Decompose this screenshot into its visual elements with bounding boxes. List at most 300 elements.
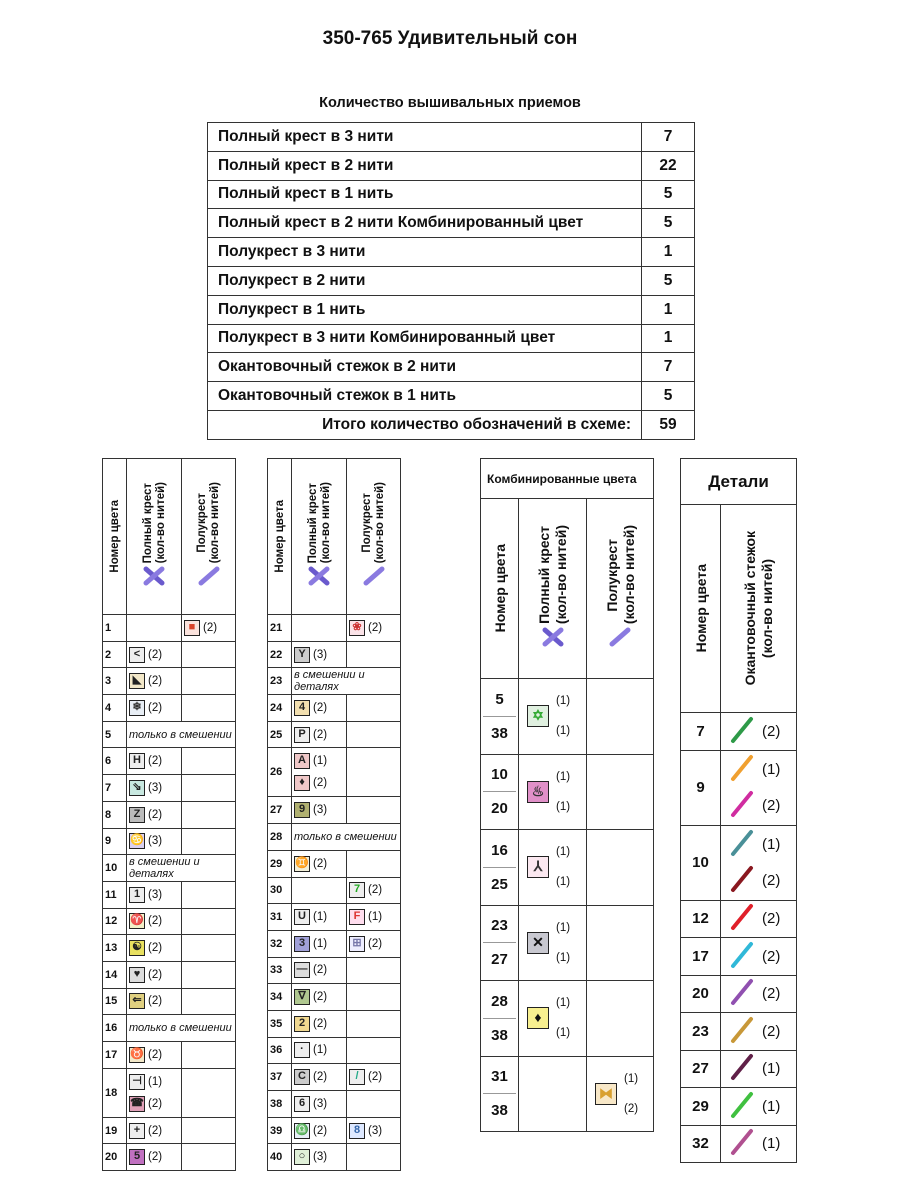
- summary-label: Полукрест в 3 нити: [208, 238, 642, 267]
- header-threads: (кол-во нитей): [374, 482, 386, 564]
- color-number: 7: [681, 713, 721, 751]
- table-row: [103, 641, 236, 668]
- color-pair: [481, 905, 519, 981]
- stitch-symbol: 2: [294, 1016, 310, 1032]
- color-number: 27: [268, 797, 292, 824]
- table-row: [268, 1144, 401, 1171]
- color-number: 29: [268, 850, 292, 877]
- stitch-symbol: /: [349, 1069, 365, 1085]
- table-row: [103, 988, 236, 1015]
- table-row: [268, 615, 401, 642]
- full-cross-cell: [292, 1064, 347, 1091]
- color-number: 15: [103, 988, 127, 1015]
- color-number: 9: [681, 750, 721, 825]
- thread-count: (2): [148, 968, 163, 981]
- table-row: [268, 850, 401, 877]
- backstitch-line-icon: [729, 1015, 755, 1048]
- full-cross-cell: [292, 930, 347, 957]
- summary-count: 5: [642, 180, 695, 209]
- color-pair: [481, 830, 519, 906]
- column-header: [721, 505, 797, 713]
- half-cross-cell: [347, 721, 401, 748]
- half-cross-cell: [182, 668, 236, 695]
- details-row: [681, 900, 797, 938]
- thread-count: (1): [313, 1044, 328, 1057]
- color-number: 17: [681, 938, 721, 976]
- half-cross-cell: [182, 935, 236, 962]
- details-row: [681, 1013, 797, 1051]
- summary-count: 7: [642, 123, 695, 152]
- table-row: [103, 828, 236, 855]
- stitch-symbol: ⇘: [129, 780, 145, 796]
- color-number: 24: [268, 695, 292, 722]
- full-cross-cell: [127, 1068, 182, 1117]
- half-cross-cell: [587, 830, 654, 906]
- half-cross-cell: [182, 828, 236, 855]
- thread-count: (2): [313, 777, 328, 790]
- stitch-symbol: 4: [294, 700, 310, 716]
- color-number: 12: [681, 900, 721, 938]
- color-number: 4: [103, 695, 127, 722]
- thread-count: (2): [624, 1102, 639, 1115]
- stitch-symbol: A: [294, 753, 310, 769]
- details-row: [681, 1050, 797, 1088]
- combined-row: [481, 981, 654, 1057]
- color-number: 22: [268, 641, 292, 668]
- full-cross-cell: [519, 679, 587, 755]
- half-cross-icon: [608, 627, 632, 652]
- thread-count: (3): [313, 648, 328, 661]
- full-cross-cell: [127, 935, 182, 962]
- table-row: [103, 1068, 236, 1117]
- table-row: [268, 824, 401, 851]
- stitch-symbol: 1: [129, 887, 145, 903]
- table-row: [103, 935, 236, 962]
- half-cross-cell: [587, 754, 654, 830]
- color-number: 36: [268, 1037, 292, 1064]
- details-row: [681, 1088, 797, 1126]
- stitch-symbol: C: [294, 1069, 310, 1085]
- color-number: 5: [483, 683, 516, 717]
- full-cross-cell: [292, 721, 347, 748]
- full-cross-cell: [292, 615, 347, 642]
- full-cross-cell: [292, 957, 347, 984]
- stitch-symbol: H: [129, 753, 145, 769]
- backstitch-cell: [721, 1125, 797, 1163]
- combined-row: [481, 830, 654, 906]
- half-cross-cell: [347, 748, 401, 797]
- color-number: 10: [681, 825, 721, 900]
- summary-total-row: [208, 410, 695, 439]
- stitch-symbol: P: [294, 727, 310, 743]
- table-row: [103, 668, 236, 695]
- stitch-symbol: 9: [294, 802, 310, 818]
- thread-count: (2): [762, 910, 781, 928]
- half-cross-cell: [182, 1042, 236, 1069]
- stitch-symbol: ■: [184, 620, 200, 636]
- stitch-symbol: ❄: [129, 700, 145, 716]
- half-cross-cell: [347, 695, 401, 722]
- summary-label: Окантовочный стежок в 1 нить: [208, 382, 642, 411]
- half-cross-cell: [347, 1117, 401, 1144]
- table-row: [268, 904, 401, 931]
- table-row: [268, 797, 401, 824]
- backstitch-cell: [721, 1013, 797, 1051]
- backstitch-line-icon: [729, 864, 755, 897]
- full-cross-cell: [127, 881, 182, 908]
- stitch-symbol: 7: [349, 882, 365, 898]
- header-label: Окантовочный стежок: [742, 531, 758, 686]
- color-number: 21: [268, 615, 292, 642]
- color-number: 34: [268, 984, 292, 1011]
- half-cross-cell: [587, 679, 654, 755]
- stitch-symbol: ♋: [129, 833, 145, 849]
- full-cross-icon: [142, 566, 166, 591]
- color-number: 23: [681, 1013, 721, 1051]
- stitch-symbol: ❀: [349, 620, 365, 636]
- table-row: [268, 984, 401, 1011]
- half-cross-cell: [182, 1068, 236, 1117]
- mix-note: в смешении и деталях: [292, 668, 401, 695]
- color-number: 23: [483, 909, 516, 943]
- page-title: 350-765 Удивительный сон: [322, 28, 578, 49]
- half-cross-cell: [347, 1144, 401, 1171]
- thread-count: (1): [556, 921, 571, 934]
- color-number: 16: [103, 1015, 127, 1042]
- thread-count: (3): [148, 781, 163, 794]
- table-row: [268, 721, 401, 748]
- stitch-symbol: ✕: [527, 932, 549, 954]
- color-number: 12: [103, 908, 127, 935]
- full-cross-cell: [519, 981, 587, 1057]
- color-number: 10: [483, 758, 516, 792]
- header-label: Полный крест: [141, 482, 154, 564]
- color-number: 10: [103, 855, 127, 882]
- full-cross-cell: [292, 1091, 347, 1118]
- half-cross-cell: [182, 961, 236, 988]
- total-label: Итого количество обозначений в схеме:: [208, 410, 642, 439]
- combined-row: [481, 754, 654, 830]
- thread-count: (2): [148, 808, 163, 821]
- column-header: [103, 459, 127, 615]
- header-threads: (кол-во нитей): [154, 482, 167, 564]
- summary-label: Полукрест в 1 нить: [208, 295, 642, 324]
- summary-row: [208, 266, 695, 295]
- thread-count: (1): [368, 911, 383, 924]
- thread-count: (2): [313, 964, 328, 977]
- half-cross-cell: [182, 908, 236, 935]
- color-number: 40: [268, 1144, 292, 1171]
- colors-table-2: [267, 458, 401, 1171]
- summary-count: 5: [642, 209, 695, 238]
- half-cross-cell: [182, 1144, 236, 1171]
- color-number: 37: [268, 1064, 292, 1091]
- table-row: [103, 855, 236, 882]
- half-cross-cell: [347, 930, 401, 957]
- thread-count: (2): [313, 857, 328, 870]
- summary-count: 1: [642, 295, 695, 324]
- color-number: 31: [483, 1060, 516, 1094]
- full-cross-cell: [127, 668, 182, 695]
- color-pair: [481, 1056, 519, 1132]
- stitch-symbol: —: [294, 962, 310, 978]
- thread-count: (2): [148, 701, 163, 714]
- stitch-symbol: ♨: [527, 781, 549, 803]
- stitch-symbol: ·: [294, 1042, 310, 1058]
- summary-count: 5: [642, 266, 695, 295]
- stitch-symbol: 6: [294, 1096, 310, 1112]
- details-title: Детали: [681, 459, 797, 505]
- thread-count: (1): [556, 725, 571, 738]
- color-number: 38: [491, 724, 508, 742]
- full-cross-cell: [292, 695, 347, 722]
- thread-count: (3): [313, 804, 328, 817]
- full-cross-cell: [519, 754, 587, 830]
- full-cross-cell: [127, 748, 182, 775]
- color-number: 11: [103, 881, 127, 908]
- details-row: [681, 1125, 797, 1163]
- thread-count: (3): [148, 835, 163, 848]
- full-cross-cell: [519, 830, 587, 906]
- header-label: Полукрест: [196, 493, 208, 553]
- table-row: [268, 957, 401, 984]
- color-number: 16: [483, 834, 516, 868]
- backstitch-cell: [721, 938, 797, 976]
- full-cross-cell: [292, 1037, 347, 1064]
- summary-label: Окантовочный стежок в 2 нити: [208, 353, 642, 382]
- header-label: Номер цвета: [692, 564, 709, 653]
- half-cross-cell: [347, 984, 401, 1011]
- color-number: 25: [491, 875, 508, 893]
- thread-count: (1): [556, 997, 571, 1010]
- thread-count: (2): [148, 648, 163, 661]
- stitch-symbol: ○: [294, 1149, 310, 1165]
- stitch-symbol: ☎: [129, 1096, 145, 1112]
- table-row: [103, 1144, 236, 1171]
- table-row: [268, 668, 401, 695]
- half-cross-cell: [347, 850, 401, 877]
- color-number: 26: [268, 748, 292, 797]
- column-header: [268, 459, 292, 615]
- color-number: 20: [491, 800, 508, 818]
- summary-row: [208, 324, 695, 353]
- color-number: 35: [268, 1010, 292, 1037]
- stitch-symbol: ♎: [294, 1123, 310, 1139]
- backstitch-cell: [721, 713, 797, 751]
- mix-note: только в смешении: [127, 721, 236, 748]
- header-threads: (кол-во нитей): [553, 525, 569, 625]
- backstitch-line-icon: [729, 715, 755, 748]
- full-cross-cell: [292, 1144, 347, 1171]
- column-header: [182, 459, 236, 615]
- summary-count: 7: [642, 353, 695, 382]
- color-number: 9: [103, 828, 127, 855]
- table-row: [268, 1064, 401, 1091]
- full-cross-icon: [541, 627, 565, 652]
- full-cross-cell: [127, 1144, 182, 1171]
- full-cross-cell: [127, 1117, 182, 1144]
- stitch-symbol: ✡: [527, 705, 549, 727]
- thread-count: (2): [762, 872, 781, 889]
- color-number: 6: [103, 748, 127, 775]
- table-row: [103, 695, 236, 722]
- stitch-symbol: 8: [349, 1123, 365, 1139]
- column-header: [519, 499, 587, 679]
- summary-label: Полукрест в 2 нити: [208, 266, 642, 295]
- table-row: [268, 748, 401, 797]
- color-pair: [481, 981, 519, 1057]
- color-number: 27: [491, 951, 508, 969]
- summary-label: Полный крест в 1 нить: [208, 180, 642, 209]
- thread-count: (1): [762, 761, 781, 778]
- mix-note: в смешении и деталях: [127, 855, 236, 882]
- summary-row: [208, 238, 695, 267]
- stitch-symbol: Z: [129, 807, 145, 823]
- thread-count: (2): [762, 797, 781, 814]
- color-number: 29: [681, 1088, 721, 1126]
- half-cross-cell: [347, 797, 401, 824]
- summary-label: Полный крест в 2 нити Комбинированный цвет: [208, 209, 642, 238]
- thread-count: (1): [762, 1097, 781, 1115]
- full-cross-cell: [292, 1010, 347, 1037]
- header-label: Полный крест: [306, 482, 319, 564]
- summary-count: 1: [642, 324, 695, 353]
- stitch-symbol: ◣: [129, 673, 145, 689]
- backstitch-cell: [721, 1088, 797, 1126]
- thread-count: (2): [762, 985, 781, 1003]
- full-cross-cell: [292, 850, 347, 877]
- stitch-symbol: ⇐: [129, 993, 145, 1009]
- summary-count: 5: [642, 382, 695, 411]
- summary-row: [208, 382, 695, 411]
- backstitch-cell: [721, 750, 797, 825]
- full-cross-cell: [519, 905, 587, 981]
- color-number: 19: [103, 1117, 127, 1144]
- color-number: 5: [103, 721, 127, 748]
- thread-count: (2): [148, 755, 163, 768]
- combined-title: Комбинированные цвета: [481, 459, 654, 499]
- column-header: [292, 459, 347, 615]
- stitch-symbol: ⊞: [349, 936, 365, 952]
- color-number: 32: [681, 1125, 721, 1163]
- half-cross-cell: [347, 615, 401, 642]
- color-number: 1: [103, 615, 127, 642]
- summary-row: [208, 353, 695, 382]
- backstitch-line-icon: [729, 902, 755, 935]
- half-cross-cell: [347, 641, 401, 668]
- backstitch-line-icon: [729, 789, 755, 822]
- summary-count: 1: [642, 238, 695, 267]
- full-cross-cell: [127, 801, 182, 828]
- stitch-symbol: ♈: [129, 913, 145, 929]
- column-header: [127, 459, 182, 615]
- stitch-symbol: ♦: [294, 775, 310, 791]
- color-number: 7: [103, 775, 127, 802]
- table-row: [268, 1037, 401, 1064]
- thread-count: (1): [556, 876, 571, 889]
- summary-label: Полный крест в 2 нити: [208, 151, 642, 180]
- stitch-symbol: ☯: [129, 940, 145, 956]
- half-cross-cell: [182, 775, 236, 802]
- thread-count: (1): [556, 951, 571, 964]
- thread-count: (1): [556, 800, 571, 813]
- thread-count: (1): [556, 1027, 571, 1040]
- stitch-symbol: <: [129, 647, 145, 663]
- half-cross-cell: [182, 695, 236, 722]
- color-number: 14: [103, 961, 127, 988]
- table-row: [268, 930, 401, 957]
- table-row: [103, 615, 236, 642]
- thread-count: (1): [762, 836, 781, 853]
- table-row: [268, 641, 401, 668]
- backstitch-cell: [721, 825, 797, 900]
- thread-count: (3): [368, 1124, 383, 1137]
- half-cross-cell: [347, 1091, 401, 1118]
- thread-count: (2): [148, 1048, 163, 1061]
- stitch-symbol: ♉: [129, 1047, 145, 1063]
- thread-count: (1): [556, 770, 571, 783]
- thread-count: (2): [313, 1124, 328, 1137]
- backstitch-line-icon: [729, 977, 755, 1010]
- full-cross-cell: [292, 984, 347, 1011]
- summary-row: [208, 295, 695, 324]
- summary-label: Полный крест в 3 нити: [208, 123, 642, 152]
- table-row: [103, 908, 236, 935]
- backstitch-line-icon: [729, 828, 755, 861]
- color-number: 2: [103, 641, 127, 668]
- column-header: [681, 505, 721, 713]
- table-row: [103, 1015, 236, 1042]
- half-cross-cell: [587, 905, 654, 981]
- half-cross-cell: [347, 904, 401, 931]
- full-cross-cell: [127, 695, 182, 722]
- thread-count: (2): [313, 1071, 328, 1084]
- thread-count: (2): [762, 722, 781, 740]
- full-cross-cell: [127, 961, 182, 988]
- full-cross-cell: [292, 877, 347, 904]
- color-number: 30: [268, 877, 292, 904]
- thread-count: (2): [148, 915, 163, 928]
- stitch-symbol: ⊣: [129, 1074, 145, 1090]
- colors-table-1: [102, 458, 236, 1171]
- full-cross-cell: [127, 775, 182, 802]
- column-header: [587, 499, 654, 679]
- full-cross-cell: [127, 615, 182, 642]
- color-number: 28: [268, 824, 292, 851]
- thread-count: (2): [762, 1022, 781, 1040]
- full-cross-cell: [127, 641, 182, 668]
- combined-row: [481, 679, 654, 755]
- table-row: [103, 1117, 236, 1144]
- half-cross-cell: [587, 1056, 654, 1132]
- table-row: [103, 801, 236, 828]
- thread-count: (3): [148, 888, 163, 901]
- stitch-symbol: Y: [294, 647, 310, 663]
- table-row: [103, 748, 236, 775]
- table-row: [103, 721, 236, 748]
- half-cross-cell: [182, 801, 236, 828]
- thread-count: (2): [203, 621, 218, 634]
- backstitch-line-icon: [729, 1090, 755, 1123]
- details-row: [681, 825, 797, 900]
- table-row: [103, 1042, 236, 1069]
- color-number: 32: [268, 930, 292, 957]
- thread-count: (2): [313, 1017, 328, 1030]
- half-cross-cell: [182, 881, 236, 908]
- thread-count: (1): [313, 911, 328, 924]
- header-threads: (кол-во нитей): [319, 482, 332, 564]
- half-cross-cell: [347, 1064, 401, 1091]
